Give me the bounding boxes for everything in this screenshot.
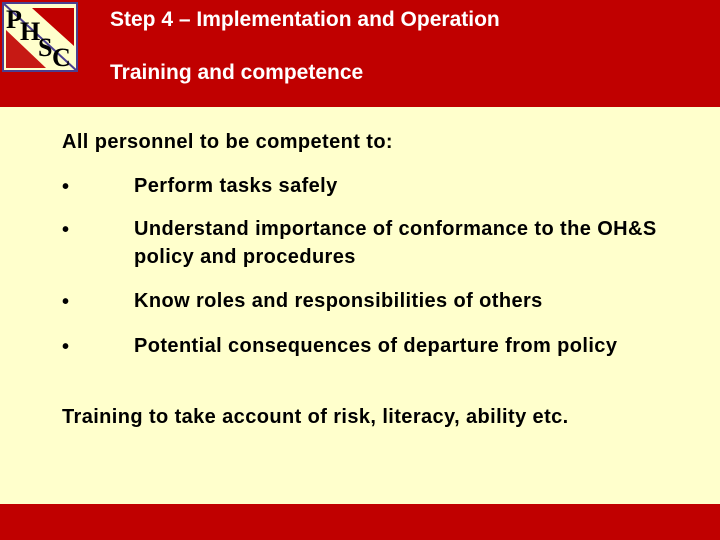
bullet-marker: • [62,176,70,198]
bullet-marker: • [62,219,70,241]
slide-subtitle: Training and competence [110,61,364,84]
bullet-marker: • [62,291,70,313]
bullet-text: Potential consequences of departure from policy [134,335,618,357]
bullet-marker: • [62,336,70,358]
slide-title: Step 4 – Implementation and Operation [110,8,500,31]
bullet-text: Know roles and responsibilities of others [134,290,543,312]
logo-letter-c: C [52,43,71,72]
logo-letter-p: P [6,5,22,34]
logo-letter-h: H [20,17,41,46]
footer-banner [0,504,720,540]
bullet-text: Understand importance of conformance to the OH&S policy and procedures [134,218,657,268]
bullet-text: Perform tasks safely [134,175,338,197]
logo-letter-s: S [38,33,53,62]
closing-text: Training to take account of risk, literacy, ability etc. [62,406,569,428]
header-banner [0,0,720,107]
phsc-logo [2,2,78,72]
intro-text: All personnel to be competent to: [62,131,393,153]
